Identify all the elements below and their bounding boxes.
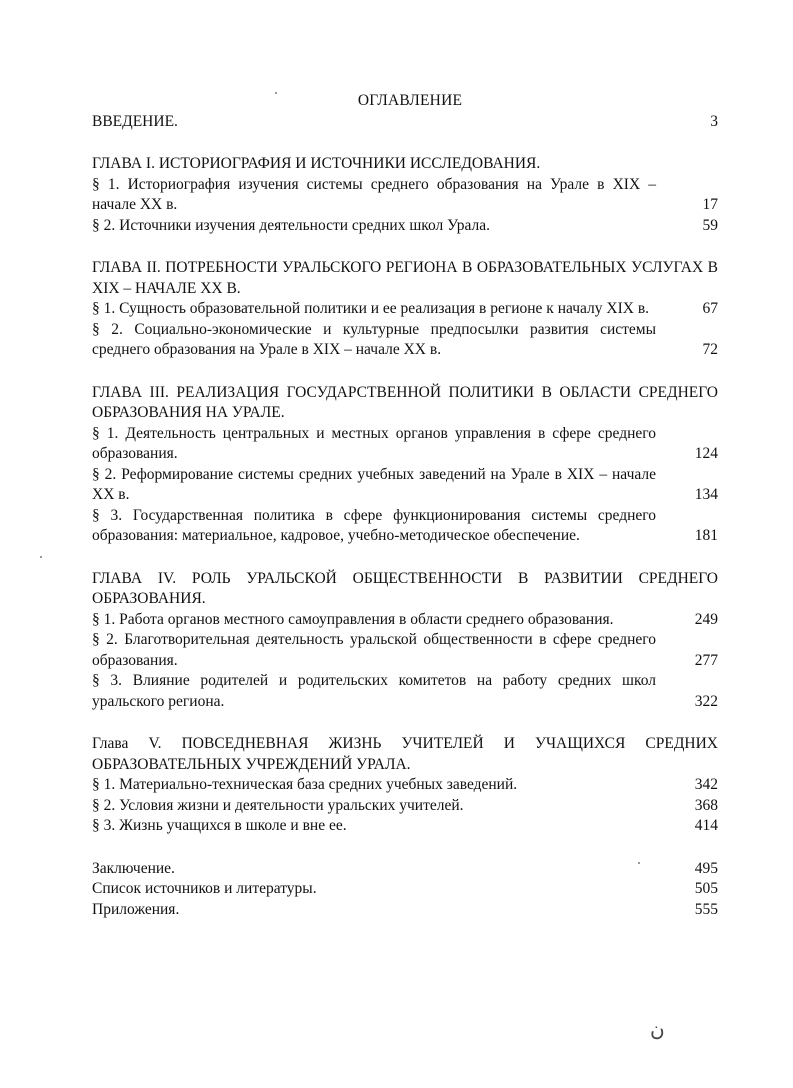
section-row [92,175,718,216]
section-row [92,216,718,237]
closing-row [92,879,718,900]
section-text: § 1. Деятельность центральных и местных органов управления в сфере среднего образования. [92,424,656,462]
closing-page: 495 [694,859,718,877]
section-text: § 3. Влияние родителей и родительских комитетов на работу средних школ уральского региона. [92,672,656,710]
section-text: § 2. Благотворительная деятельность уральской общественности в сфере среднего образования. [92,631,656,669]
section-text: § 1. Материально-техническая база средних учебных заведений. [92,776,518,793]
section-row [92,775,718,796]
section-row [92,630,718,671]
scan-speck [275,92,277,94]
section-page: 181 [694,527,718,544]
section-row [92,816,718,837]
chapter-heading: ГЛАВА I. ИСТОРИОГРАФИЯ И ИСТОЧНИКИ ИССЛЕДОВАНИЯ. [92,155,541,172]
chapter-5 [92,734,718,837]
chapter-1 [92,154,718,236]
section-text: § 3. Государственная политика в сфере функционирования системы среднего образования: материальное, кадровое, учебно-методическое обеспечение. [92,506,656,544]
chapter-heading: ГЛАВА III. РЕАЛИЗАЦИЯ ГОСУДАРСТВЕННОЙ ПОЛИТИКИ В ОБЛАСТИ СРЕДНЕГО ОБРАЗОВАНИЯ НА УРАЛЕ. [92,383,718,421]
closing-page: 555 [694,900,718,918]
section-row [92,320,718,361]
closing-row [92,859,718,880]
section-text: § 2. Условия жизни и деятельности уральских учителей. [92,796,464,814]
section-text: § 2. Реформирование системы средних учебных заведений на Урале в XIX – начале XX в. [92,465,656,503]
section-text: § 2. Источники изучения деятельности средних школ Урала. [92,216,491,234]
section-page: 59 [702,216,718,234]
chapter-heading: ГЛАВА II. ПОТРЕБНОСТИ УРАЛЬСКОГО РЕГИОНА В ОБРАЗОВАТЕЛЬНЫХ УСЛУГАХ В XIX – НАЧАЛЕ XX В. [92,259,718,297]
chapter-4 [92,569,718,713]
section-row [92,671,718,712]
section-page: 342 [694,776,718,793]
toc-page [92,91,718,920]
closing-row [92,900,718,921]
toc-title: ОГЛАВЛЕНИЕ [357,92,463,109]
section-row [92,796,718,817]
section-row [92,506,718,547]
chapter-3 [92,383,718,547]
section-page: 124 [694,445,718,462]
section-page: 414 [694,817,718,834]
chapter-2 [92,258,718,361]
intro-label: ВВЕДЕНИЕ. [92,112,178,130]
section-row [92,610,718,631]
handwritten-mark: ن [650,1019,665,1041]
chapter-heading: ГЛАВА IV. РОЛЬ УРАЛЬСКОЙ ОБЩЕСТВЕННОСТИ В РАЗВИТИИ СРЕДНЕГО ОБРАЗОВАНИЯ. [92,569,718,607]
section-page: 277 [694,651,718,669]
section-row [92,424,718,465]
closing-label: Заключение. [92,859,175,877]
section-page: 322 [694,692,718,710]
section-page: 72 [702,341,718,358]
section-text: § 3. Жизнь учащихся в школе и вне ее. [92,817,347,834]
closing-label: Список источников и литературы. [92,880,317,897]
section-page: 368 [694,796,718,814]
section-text: § 1. Сущность образовательной политики и ее реализация в регионе к началу XIX в. [92,300,650,317]
scan-speck [40,556,42,558]
intro-page: 3 [710,112,718,130]
toc-closing [92,859,718,921]
chapter-heading: Глава V. ПОВСЕДНЕВНАЯ ЖИЗНЬ УЧИТЕЛЕЙ И УЧАЩИХСЯ СРЕДНИХ ОБРАЗОВАТЕЛЬНЫХ УЧРЕЖДЕНИЙ УРАЛА. [92,735,718,773]
section-row [92,465,718,506]
closing-page: 505 [694,880,718,897]
section-row [92,299,718,320]
section-page: 134 [694,486,718,503]
section-text: § 2. Социально-экономические и культурные предпосылки развития системы среднего образования на Урале в XIX – начале XX в. [92,320,656,358]
toc-intro-row [92,112,718,133]
closing-label: Приложения. [92,900,180,918]
section-page: 17 [702,196,718,213]
scan-speck [638,862,640,864]
section-page: 67 [702,300,718,317]
section-text: § 1. Работа органов местного самоуправления в области среднего образования. [92,610,614,628]
section-page: 249 [694,610,718,628]
section-text: § 1. Историография изучения системы среднего образования на Урале в XIX – начале XX в. [92,175,656,213]
